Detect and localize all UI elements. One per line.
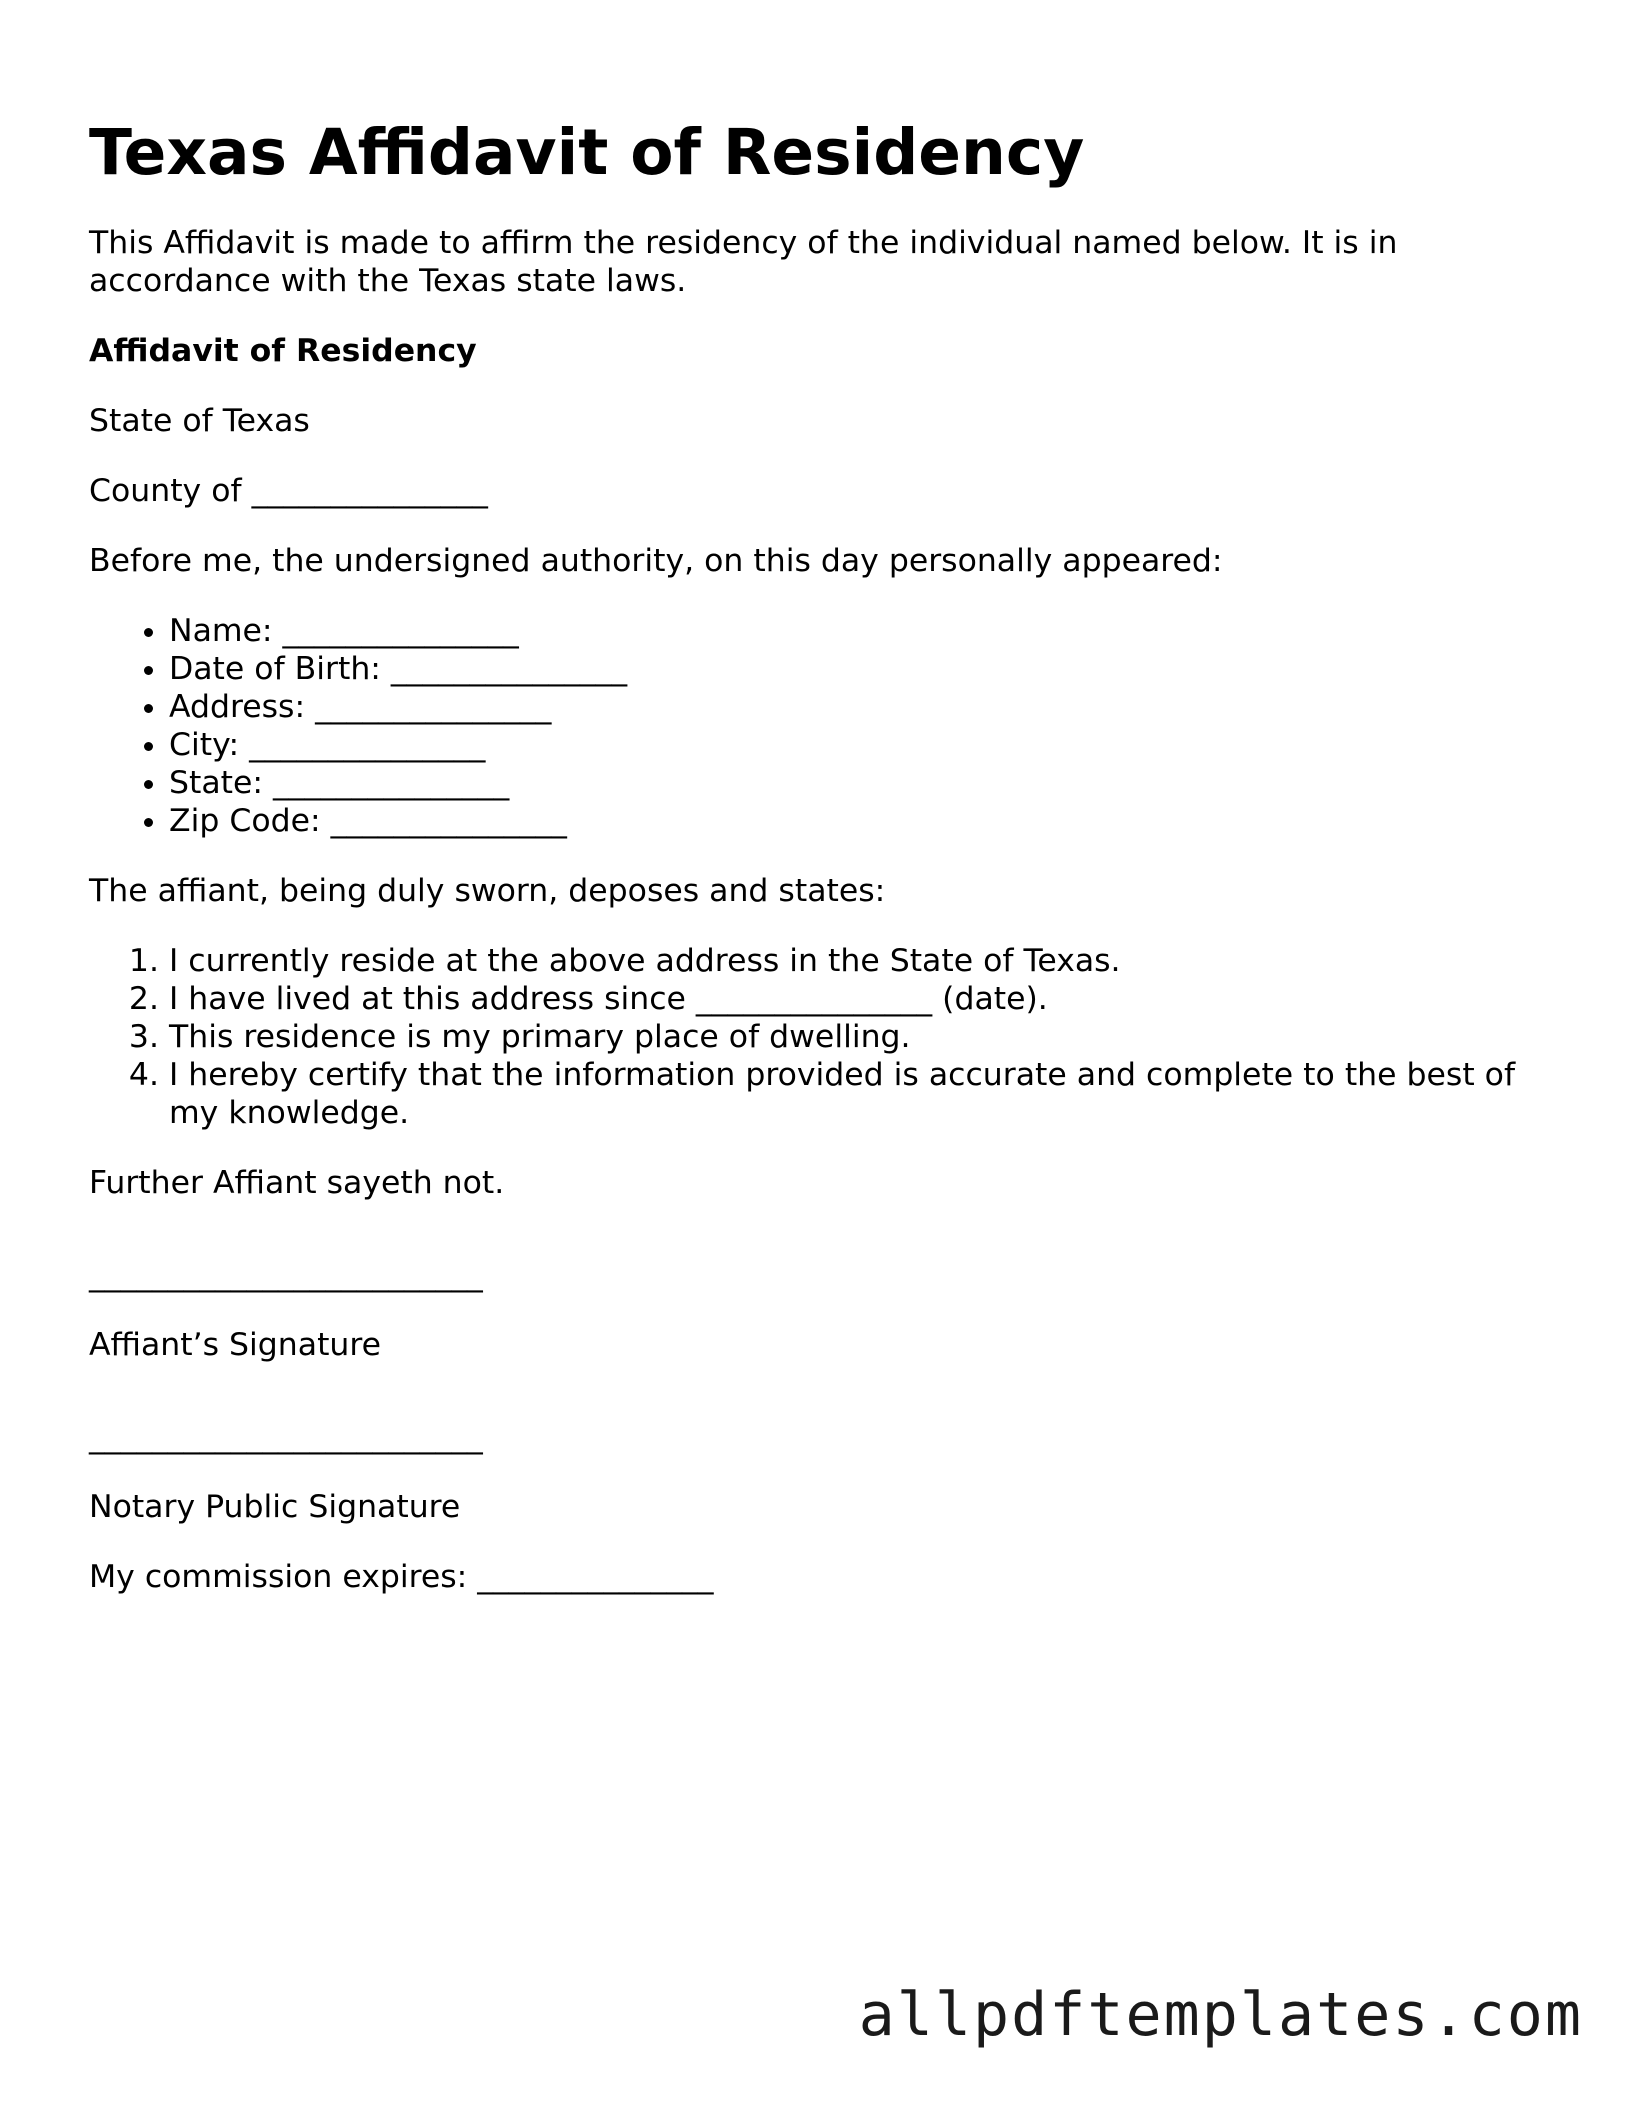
statement-item: 4. I hereby certify that the information provided is accurate and complete to the best of my knowledge. bbox=[169, 1056, 1559, 1132]
affiant-signature-line: _________________________ bbox=[89, 1257, 483, 1293]
field-zip-code: • Zip Code: _______________ bbox=[169, 802, 1559, 840]
commission-expires-line: My commission expires: _______________ bbox=[89, 1559, 714, 1595]
field-state: • State: _______________ bbox=[169, 764, 1559, 802]
personal-fields-list bbox=[89, 612, 1559, 840]
site-watermark: allpdftemplates.com bbox=[858, 1980, 1583, 2050]
statement-item: 3. This residence is my primary place of dwelling. bbox=[169, 1018, 1559, 1056]
notary-signature-line: _________________________ bbox=[89, 1419, 483, 1455]
section-heading: Affidavit of Residency bbox=[89, 333, 477, 369]
sworn-line: The affiant, being duly sworn, deposes and states: bbox=[89, 873, 886, 909]
field-city: • City: _______________ bbox=[169, 726, 1559, 764]
field-address: • Address: _______________ bbox=[169, 688, 1559, 726]
statement-item: 2. I have lived at this address since _______________ (date). bbox=[169, 980, 1559, 1018]
notary-signature-label: Notary Public Signature bbox=[89, 1489, 461, 1525]
statement-item: 1. I currently reside at the above address in the State of Texas. bbox=[169, 942, 1559, 980]
county-line: County of _______________ bbox=[89, 473, 488, 509]
closing-line: Further Affiant sayeth not. bbox=[89, 1165, 505, 1201]
document-title: Texas Affidavit of Residency bbox=[89, 116, 1085, 189]
statements-list bbox=[89, 942, 1559, 1132]
field-name: • Name: _______________ bbox=[169, 612, 1559, 650]
affiant-signature-label: Affiant’s Signature bbox=[89, 1327, 382, 1363]
state-line: State of Texas bbox=[89, 403, 310, 439]
appearance-line: Before me, the undersigned authority, on this day personally appeared: bbox=[89, 543, 1223, 579]
field-date-of-birth: • Date of Birth: _______________ bbox=[169, 650, 1559, 688]
affidavit-document bbox=[89, 110, 1559, 1628]
intro-paragraph: This Affidavit is made to affirm the residency of the individual named below. It is in accordance with the Texas state laws. bbox=[89, 225, 1398, 299]
